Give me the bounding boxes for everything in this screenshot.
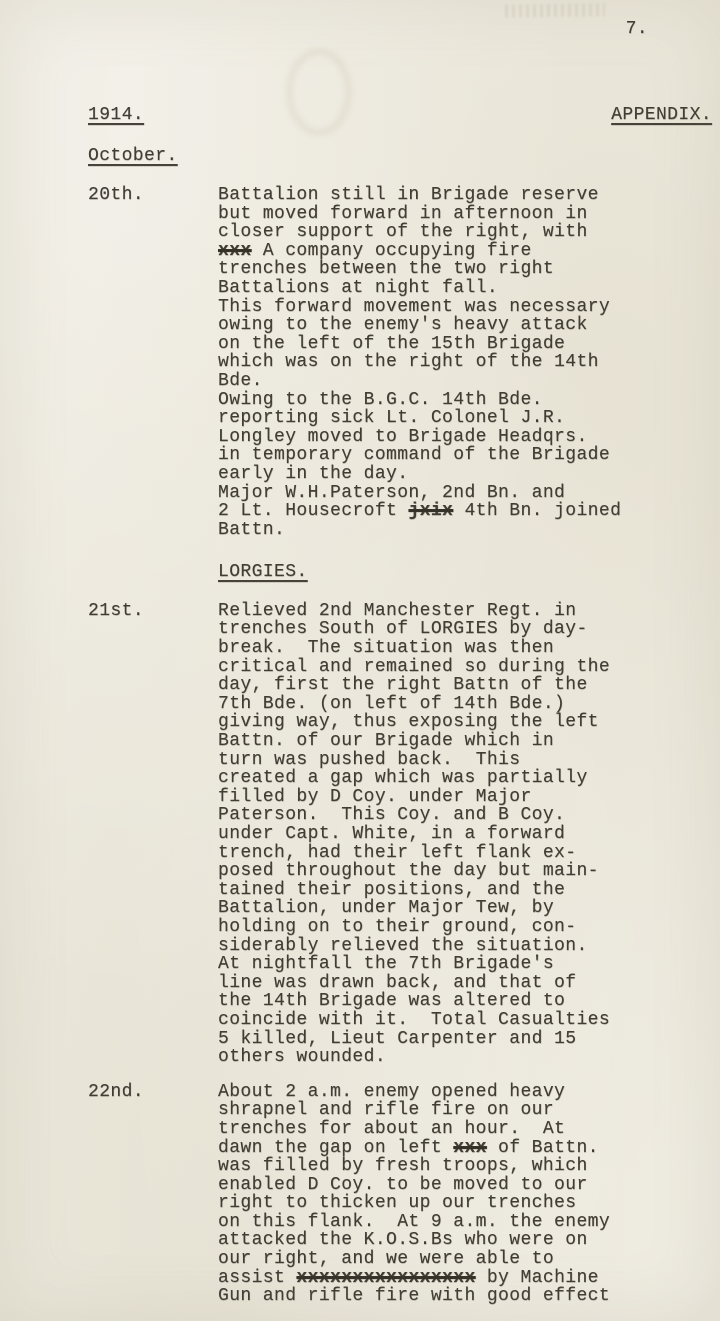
text-segment: 7th Bde. (on left of 14th Bde.) <box>218 693 566 714</box>
text-segment: of Battn. <box>486 1137 599 1158</box>
text-segment: others wounded. <box>218 1047 387 1068</box>
appendix-label: APPENDIX. <box>611 105 712 125</box>
text-segment: our right, and we were able to <box>218 1249 555 1270</box>
struck-text: xxx <box>218 240 252 261</box>
text-line <box>218 428 706 447</box>
text-segment: A company occupying fire <box>251 240 532 261</box>
text-line <box>218 1030 706 1049</box>
text-segment: posed throughout the day but main- <box>218 861 599 882</box>
text-segment: which was on the right of the 14th <box>218 352 599 373</box>
struck-text: jxix <box>408 501 454 522</box>
text-line <box>218 223 706 242</box>
text-line <box>218 1048 706 1067</box>
text-line <box>218 1176 706 1195</box>
text-segment: Paterson. This Coy. and B Coy. <box>218 805 566 826</box>
text-line <box>218 1139 706 1158</box>
text-segment: created a gap which was partially <box>218 768 588 789</box>
text-segment: shrapnel and rifle fire on our <box>218 1100 555 1121</box>
text-segment: on this flank. At 9 a.m. the enemy <box>218 1211 611 1232</box>
text-segment: 5 killed, Lieut Carpenter and 15 <box>218 1028 577 1049</box>
text-segment: closer support of the right, with <box>218 222 588 243</box>
text-segment: giving way, thus exposing the left <box>218 712 599 733</box>
page-number: 7. <box>625 19 648 39</box>
text-line <box>218 279 706 298</box>
text-line <box>218 1120 706 1139</box>
text-segment: filled by D Coy. under Major <box>218 786 532 807</box>
text-line <box>218 974 706 993</box>
text-line <box>218 484 706 503</box>
diary-entry <box>88 602 706 1067</box>
entry-date: 21st. <box>88 600 145 621</box>
text-segment: coincide with it. Total Casualties <box>218 1009 611 1030</box>
text-segment: turn was pushed back. This <box>218 749 521 770</box>
text-line <box>218 205 706 224</box>
diary-entries <box>88 186 706 1306</box>
text-segment: Battalion still in Brigade reserve <box>218 185 599 205</box>
text-line <box>218 918 706 937</box>
text-line <box>218 788 706 807</box>
text-line <box>218 751 706 770</box>
text-line <box>218 732 706 751</box>
text-line <box>218 409 706 428</box>
text-segment: Gun and rifle fire with good effect <box>218 1286 611 1307</box>
text-line <box>218 1287 706 1306</box>
text-line <box>218 825 706 844</box>
text-segment: This forward movement was necessary <box>218 296 611 317</box>
text-line <box>218 769 706 788</box>
text-segment: dawn the gap on left <box>218 1137 454 1158</box>
text-line <box>218 639 706 658</box>
text-line <box>218 955 706 974</box>
text-segment: line was drawn back, and that of <box>218 972 577 993</box>
text-segment: Owing to the B.G.C. 14th Bde. <box>218 389 543 410</box>
text-segment: trench, had their left flank ex- <box>218 842 577 863</box>
text-segment: the 14th Brigade was altered to <box>218 991 566 1012</box>
text-segment: Battn. of our Brigade which in <box>218 731 555 752</box>
text-line <box>218 937 706 956</box>
text-line <box>218 446 706 465</box>
text-segment: 2 Lt. Housecroft <box>218 501 409 522</box>
diary-entry <box>88 186 706 539</box>
text-line <box>218 1269 706 1288</box>
text-line <box>218 372 706 391</box>
text-segment: critical and remained so during the <box>218 656 611 677</box>
text-segment: on the left of the 15th Brigade <box>218 333 566 354</box>
year-label: 1914. <box>88 105 145 125</box>
text-line <box>218 186 706 205</box>
text-segment: was filled by fresh troops, which <box>218 1156 588 1177</box>
text-segment: siderably relieved the situation. <box>218 935 588 956</box>
text-line <box>218 1011 706 1030</box>
text-line <box>218 806 706 825</box>
text-line <box>218 465 706 484</box>
text-line <box>218 1194 706 1213</box>
text-segment: break. The situation was then <box>218 638 555 659</box>
text-segment: owing to the enemy's heavy attack <box>218 315 588 336</box>
text-line <box>218 713 706 732</box>
diary-entry <box>88 1083 706 1306</box>
text-line <box>218 316 706 335</box>
text-line <box>218 502 706 521</box>
text-segment: but moved forward in afternoon in <box>218 203 588 224</box>
text-segment: assist <box>218 1267 297 1288</box>
text-segment: 4th Bn. joined <box>453 501 622 522</box>
text-line <box>218 242 706 261</box>
text-segment: Major W.H.Paterson, 2nd Bn. and <box>218 482 566 503</box>
entry-date: 22nd. <box>88 1081 145 1102</box>
section-heading-row <box>88 563 706 582</box>
text-segment: Bde. <box>218 370 263 391</box>
text-segment: trenches South of LORGIES by day- <box>218 619 588 640</box>
text-line <box>218 298 706 317</box>
text-line <box>218 658 706 677</box>
text-line <box>218 1083 706 1102</box>
entry-text <box>218 602 706 1067</box>
text-segment: trenches for about an hour. At <box>218 1118 566 1139</box>
text-line <box>218 1157 706 1176</box>
text-segment: early in the day. <box>218 463 409 484</box>
text-line <box>218 1213 706 1232</box>
page-header <box>88 106 712 125</box>
text-line <box>218 862 706 881</box>
text-segment: Battalions at night fall. <box>218 277 499 298</box>
text-line <box>218 1231 706 1250</box>
text-line <box>218 353 706 372</box>
text-line <box>218 844 706 863</box>
struck-text: xxx <box>453 1137 487 1158</box>
text-segment: by Machine <box>475 1267 599 1288</box>
text-line <box>218 1101 706 1120</box>
text-line <box>218 676 706 695</box>
text-segment: Longley moved to Brigade Headqrs. <box>218 426 588 447</box>
text-line <box>218 899 706 918</box>
text-segment: attacked the K.O.S.Bs who were on <box>218 1230 588 1251</box>
text-segment: Battalion, under Major Tew, by <box>218 898 555 919</box>
text-segment: Relieved 2nd Manchester Regt. in <box>218 600 577 621</box>
text-line <box>218 260 706 279</box>
struck-text: xxxxxxxxxxxxxxxx <box>296 1267 476 1288</box>
entry-text <box>218 1083 706 1306</box>
text-segment: tained their positions, and the <box>218 879 566 900</box>
text-line <box>218 695 706 714</box>
month-label: October. <box>88 146 178 166</box>
text-segment: under Capt. White, in a forward <box>218 824 566 844</box>
text-segment: holding on to their ground, con- <box>218 916 577 937</box>
text-line <box>218 335 706 354</box>
text-segment: At nightfall the 7th Brigade's <box>218 954 555 975</box>
text-line <box>218 1250 706 1269</box>
text-segment: day, first the right Battn of the <box>218 675 588 696</box>
text-line <box>218 391 706 410</box>
text-line <box>218 992 706 1011</box>
text-segment: trenches between the two right <box>218 259 555 280</box>
text-segment: reporting sick Lt. Colonel J.R. <box>218 408 566 429</box>
text-segment: enabled D Coy. to be moved to our <box>218 1174 588 1195</box>
entry-date: 20th. <box>88 185 145 205</box>
text-line <box>218 602 706 621</box>
text-line <box>218 521 706 540</box>
text-segment: About 2 a.m. enemy opened heavy <box>218 1081 566 1102</box>
section-heading: LORGIES. <box>218 562 308 583</box>
text-segment: right to thicken up our trenches <box>218 1193 577 1214</box>
text-line <box>218 881 706 900</box>
text-segment: in temporary command of the Brigade <box>218 445 611 466</box>
text-segment: Battn. <box>218 519 286 540</box>
entry-text <box>218 186 706 539</box>
text-line <box>218 620 706 639</box>
faint-stamp-mark <box>505 3 605 18</box>
